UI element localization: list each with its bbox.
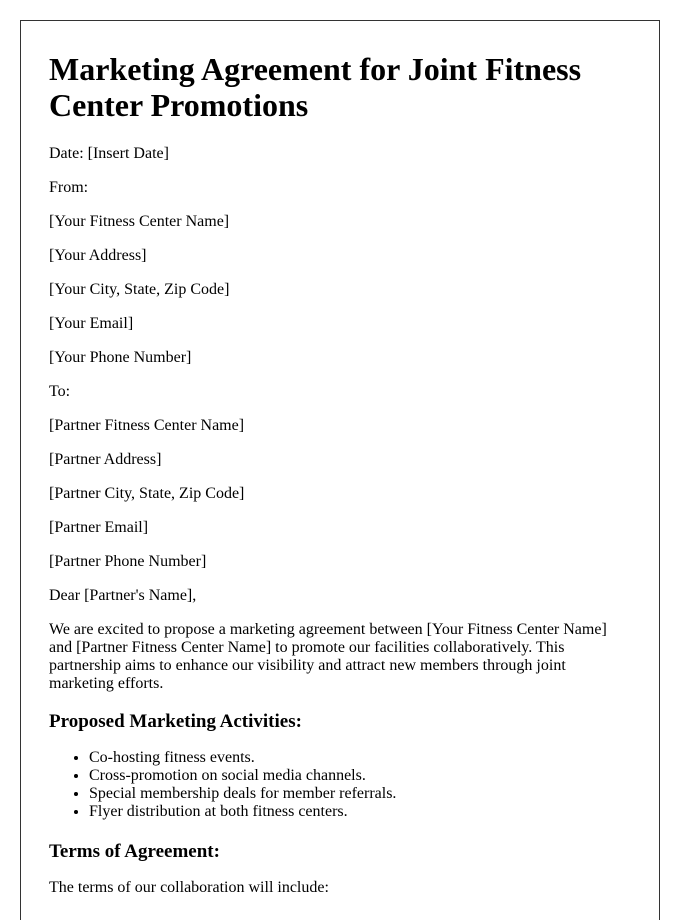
sender-address: [Your Address] (49, 247, 147, 264)
to-label: To: (49, 383, 71, 400)
sender-city-state-zip: [Your City, State, Zip Code] (49, 281, 230, 298)
list-item: • Special membership deals for member referrals. (89, 785, 631, 803)
document-title: Marketing Agreement for Joint Fitness Center Promotions (49, 51, 582, 123)
intro-paragraph: We are excited to propose a marketing agreement between [Your Fitness Center Name] and [Partner Fitness Center Name] to promote our facilities collaboratively. This partnership aims to enhance our visibility and attract new members through joint marketing efforts. (49, 621, 607, 692)
letter-page (20, 20, 660, 920)
activities-heading: Proposed Marketing Activities: (49, 711, 302, 732)
list-item: • Co-hosting fitness events. (89, 749, 631, 767)
recipient-phone: [Partner Phone Number] (49, 553, 207, 570)
sender-center-name: [Your Fitness Center Name] (49, 213, 230, 230)
date-line: Date: [Insert Date] (49, 145, 169, 162)
list-item: • Flyer distribution at both fitness centers. (89, 803, 631, 821)
terms-heading: Terms of Agreement: (49, 841, 220, 862)
list-item: • Cross-promotion on social media channels. (89, 767, 631, 785)
salutation: Dear [Partner's Name], (49, 587, 197, 604)
recipient-address: [Partner Address] (49, 451, 162, 468)
recipient-email: [Partner Email] (49, 519, 149, 536)
terms-intro: The terms of our collaboration will include: (49, 879, 329, 896)
activities-list (49, 749, 631, 821)
recipient-city-state-zip: [Partner City, State, Zip Code] (49, 485, 245, 502)
sender-email: [Your Email] (49, 315, 134, 332)
recipient-center-name: [Partner Fitness Center Name] (49, 417, 245, 434)
sender-phone: [Your Phone Number] (49, 349, 192, 366)
from-label: From: (49, 179, 89, 196)
